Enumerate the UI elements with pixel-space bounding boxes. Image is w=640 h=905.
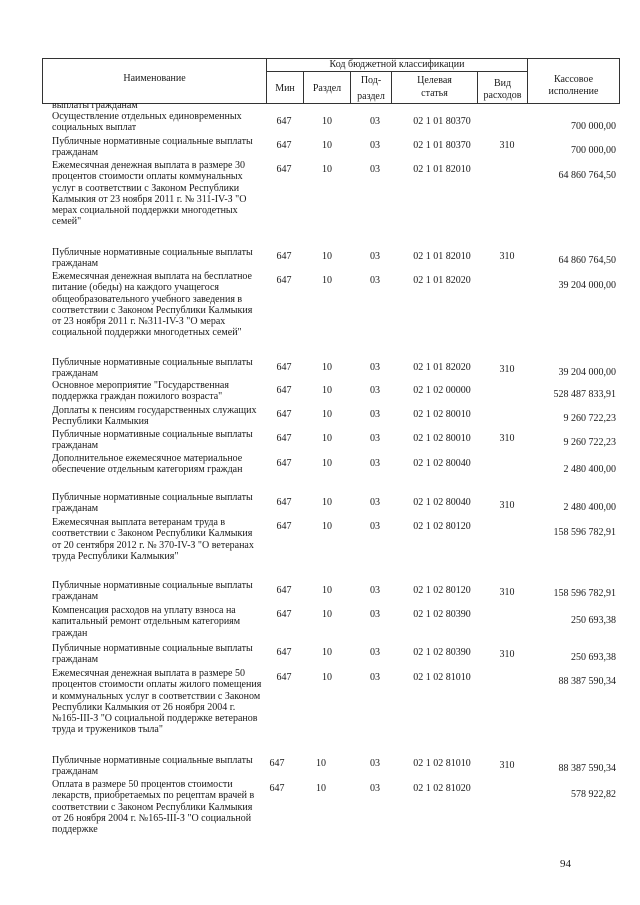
header-code-group-label: Код бюджетной классификации (329, 59, 465, 70)
row-celevaya: 02 1 02 81020 (413, 783, 471, 794)
row-razdel: 10 (322, 275, 332, 286)
row-name: Публичные нормативные социальные выплаты гражданам (52, 492, 253, 515)
row-celevaya: 02 1 02 81010 (413, 672, 471, 683)
row-celevaya: 02 1 02 80040 (413, 497, 471, 508)
row-min: 647 (276, 362, 292, 373)
row-razdel: 10 (322, 521, 332, 532)
row-min: 647 (276, 164, 292, 175)
row-celevaya: 02 1 01 82010 (413, 251, 471, 262)
row-name: Публичные нормативные социальные выплаты гражданам (52, 429, 253, 452)
row-min: 647 (276, 458, 292, 469)
row-sum: 250 693,38 (571, 652, 616, 663)
row-razdel: 10 (322, 458, 332, 469)
row-min: 647 (269, 758, 285, 769)
row-podrazdel: 03 (370, 458, 380, 469)
row-vid: 310 (499, 500, 515, 511)
row-podrazdel: 03 (370, 672, 380, 683)
row-podrazdel: 03 (370, 164, 380, 175)
row-name: Публичные нормативные социальные выплаты гражданам (52, 755, 253, 778)
row-razdel: 10 (322, 140, 332, 151)
row-name: Компенсация расходов на уплату взноса на капитальный ремонт отдельным категориям граждан (52, 605, 241, 639)
row-celevaya: 02 1 02 80120 (413, 521, 471, 532)
row-vid: 310 (499, 760, 515, 771)
row-name: Публичные нормативные социальные выплаты гражданам (52, 136, 253, 159)
row-sum: 158 596 782,91 (553, 588, 616, 599)
row-celevaya: 02 1 02 80010 (413, 409, 471, 420)
row-min: 647 (276, 521, 292, 532)
row-name: Осуществление отдельных единовременных социальных выплат (52, 111, 242, 134)
row-podrazdel: 03 (370, 433, 380, 444)
row-sum: 250 693,38 (571, 615, 616, 626)
row-min: 647 (276, 409, 292, 420)
row-celevaya: 02 1 02 00000 (413, 385, 471, 396)
row-name: Публичные нормативные социальные выплаты гражданам (52, 247, 253, 270)
row-celevaya: 02 1 01 82010 (413, 164, 471, 175)
row-vid: 310 (499, 649, 515, 660)
row-vid: 310 (499, 433, 515, 444)
row-podrazdel: 03 (370, 497, 380, 508)
row-razdel: 10 (322, 433, 332, 444)
row-sum: 88 387 590,34 (558, 676, 616, 687)
row-celevaya: 02 1 01 80370 (413, 116, 471, 127)
row-name: Оплата в размере 50 процентов стоимости лекарств, приобретаемых по рецептам врачей в соответствии с Законом Республики Калмыкия от 26 ноября 2004 г. №165-III-З "О социальной поддержке (52, 779, 255, 836)
row-min: 647 (276, 647, 292, 658)
row-razdel: 10 (322, 385, 332, 396)
row-name: Дополнительное ежемесячное материальное обеспечение отдельным категориям граждан (52, 453, 243, 476)
row-podrazdel: 03 (370, 140, 380, 151)
row-celevaya: 02 1 02 80120 (413, 585, 471, 596)
row-podrazdel: 03 (370, 275, 380, 286)
row-sum: 700 000,00 (571, 145, 616, 156)
row-min: 647 (276, 385, 292, 396)
header-name-label: Наименование (123, 73, 186, 84)
row-vid: 310 (499, 587, 515, 598)
row-razdel: 10 (322, 672, 332, 683)
header-kassa-label-2: исполнение (548, 86, 599, 97)
row-podrazdel: 03 (370, 783, 380, 794)
row-razdel: 10 (322, 251, 332, 262)
row-sum: 158 596 782,91 (553, 527, 616, 538)
row-min: 647 (276, 251, 292, 262)
row-vid: 310 (499, 251, 515, 262)
header-podrazdel-label-1: Под- (360, 75, 382, 86)
header-vid-label-1: Вид (493, 78, 512, 89)
row-podrazdel: 03 (370, 647, 380, 658)
row-razdel: 10 (322, 609, 332, 620)
row-celevaya: 02 1 02 80010 (413, 433, 471, 444)
row-min: 647 (276, 672, 292, 683)
header-kassa-label-1: Кассовое (553, 74, 594, 85)
header-min-label: Мин (275, 83, 295, 94)
row-name: Ежемесячная денежная выплата в размере 50 процентов стоимости оплаты жилого помещения и коммунальных услуг в соответствии с Законом Республики Калмыкия от 26 ноября 2004 г. №165-III-З "О социальной поддержке ветеранов труда и тружеников тыла" (52, 668, 262, 736)
header-razdel-label: Раздел (312, 83, 342, 94)
row-podrazdel: 03 (370, 521, 380, 532)
row-min: 647 (276, 497, 292, 508)
row-celevaya: 02 1 01 82020 (413, 362, 471, 373)
row-min: 647 (276, 609, 292, 620)
row-name: Основное мероприятие "Государственная поддержка граждан пожилого возраста" (52, 380, 229, 403)
row-podrazdel: 03 (370, 251, 380, 262)
page-number: 94 (560, 858, 571, 870)
row-min: 647 (276, 116, 292, 127)
header-celevaya-label-1: Целевая (417, 75, 452, 86)
row-celevaya: 02 1 02 80390 (413, 647, 471, 658)
row-sum: 9 260 722,23 (563, 437, 616, 448)
row-podrazdel: 03 (370, 609, 380, 620)
row-celevaya: 02 1 02 80390 (413, 609, 471, 620)
row-razdel: 10 (322, 164, 332, 175)
row-podrazdel: 03 (370, 362, 380, 373)
row-name: выплаты гражданам (52, 100, 138, 111)
row-min: 647 (276, 433, 292, 444)
row-sum: 39 204 000,00 (558, 280, 616, 291)
row-razdel: 10 (322, 362, 332, 373)
row-name: Ежемесячная денежная выплата в размере 30 процентов стоимости оплаты коммунальных услуг в соответствии с Законом Республики Калмыкия от 23 ноября 2011 г. № 311-IV-З "О мерах социальной поддержки многодетных семей" (52, 160, 247, 228)
row-sum: 88 387 590,34 (558, 763, 616, 774)
row-sum: 2 480 400,00 (563, 464, 616, 475)
row-name: Доплаты к пенсиям государственных служащих Республики Калмыкия (52, 405, 257, 428)
row-sum: 578 922,82 (571, 789, 616, 800)
row-podrazdel: 03 (370, 409, 380, 420)
row-celevaya: 02 1 02 80040 (413, 458, 471, 469)
row-celevaya: 02 1 02 81010 (413, 758, 471, 769)
row-name: Публичные нормативные социальные выплаты гражданам (52, 643, 253, 666)
header-vid-label-2: расходов (483, 90, 522, 101)
row-razdel: 10 (322, 497, 332, 508)
row-min: 647 (276, 585, 292, 596)
row-vid: 310 (499, 364, 515, 375)
row-sum: 2 480 400,00 (563, 502, 616, 513)
header-podrazdel-label-2: раздел (357, 91, 385, 102)
row-vid: 310 (499, 140, 515, 151)
row-podrazdel: 03 (370, 385, 380, 396)
row-razdel: 10 (322, 409, 332, 420)
row-razdel: 10 (322, 116, 332, 127)
row-razdel: 10 (322, 647, 332, 658)
row-razdel: 10 (322, 585, 332, 596)
row-name: Публичные нормативные социальные выплаты гражданам (52, 580, 253, 603)
row-sum: 9 260 722,23 (563, 413, 616, 424)
row-podrazdel: 03 (370, 758, 380, 769)
row-podrazdel: 03 (370, 585, 380, 596)
row-sum: 39 204 000,00 (558, 367, 616, 378)
row-sum: 64 860 764,50 (558, 255, 616, 266)
row-sum: 528 487 833,91 (553, 389, 616, 400)
row-celevaya: 02 1 01 80370 (413, 140, 471, 151)
header-celevaya-label-2: статья (421, 88, 448, 99)
row-min: 647 (269, 783, 285, 794)
row-name: Публичные нормативные социальные выплаты гражданам (52, 357, 253, 380)
row-name: Ежемесячная денежная выплата на бесплатное питание (обеды) на каждого учащегося общеобразовательного учебного заведения в соответствии с Законом Республики Калмыкия от 23 ноября 2011 г. №311-IV-З "О мерах социальной поддержки многодетных семей" (52, 271, 253, 339)
row-sum: 700 000,00 (571, 121, 616, 132)
row-razdel: 10 (316, 758, 326, 769)
row-celevaya: 02 1 01 82020 (413, 275, 471, 286)
row-razdel: 10 (316, 783, 326, 794)
row-name: Ежемесячная выплата ветеранам труда в соответствии с Законом Республики Калмыкия от 20 сентября 2012 г. № 370-IV-З "О ветеранах труда Республики Калмыкия" (52, 517, 254, 562)
table-header (42, 58, 620, 104)
row-min: 647 (276, 275, 292, 286)
row-min: 647 (276, 140, 292, 151)
row-podrazdel: 03 (370, 116, 380, 127)
row-sum: 64 860 764,50 (558, 170, 616, 181)
